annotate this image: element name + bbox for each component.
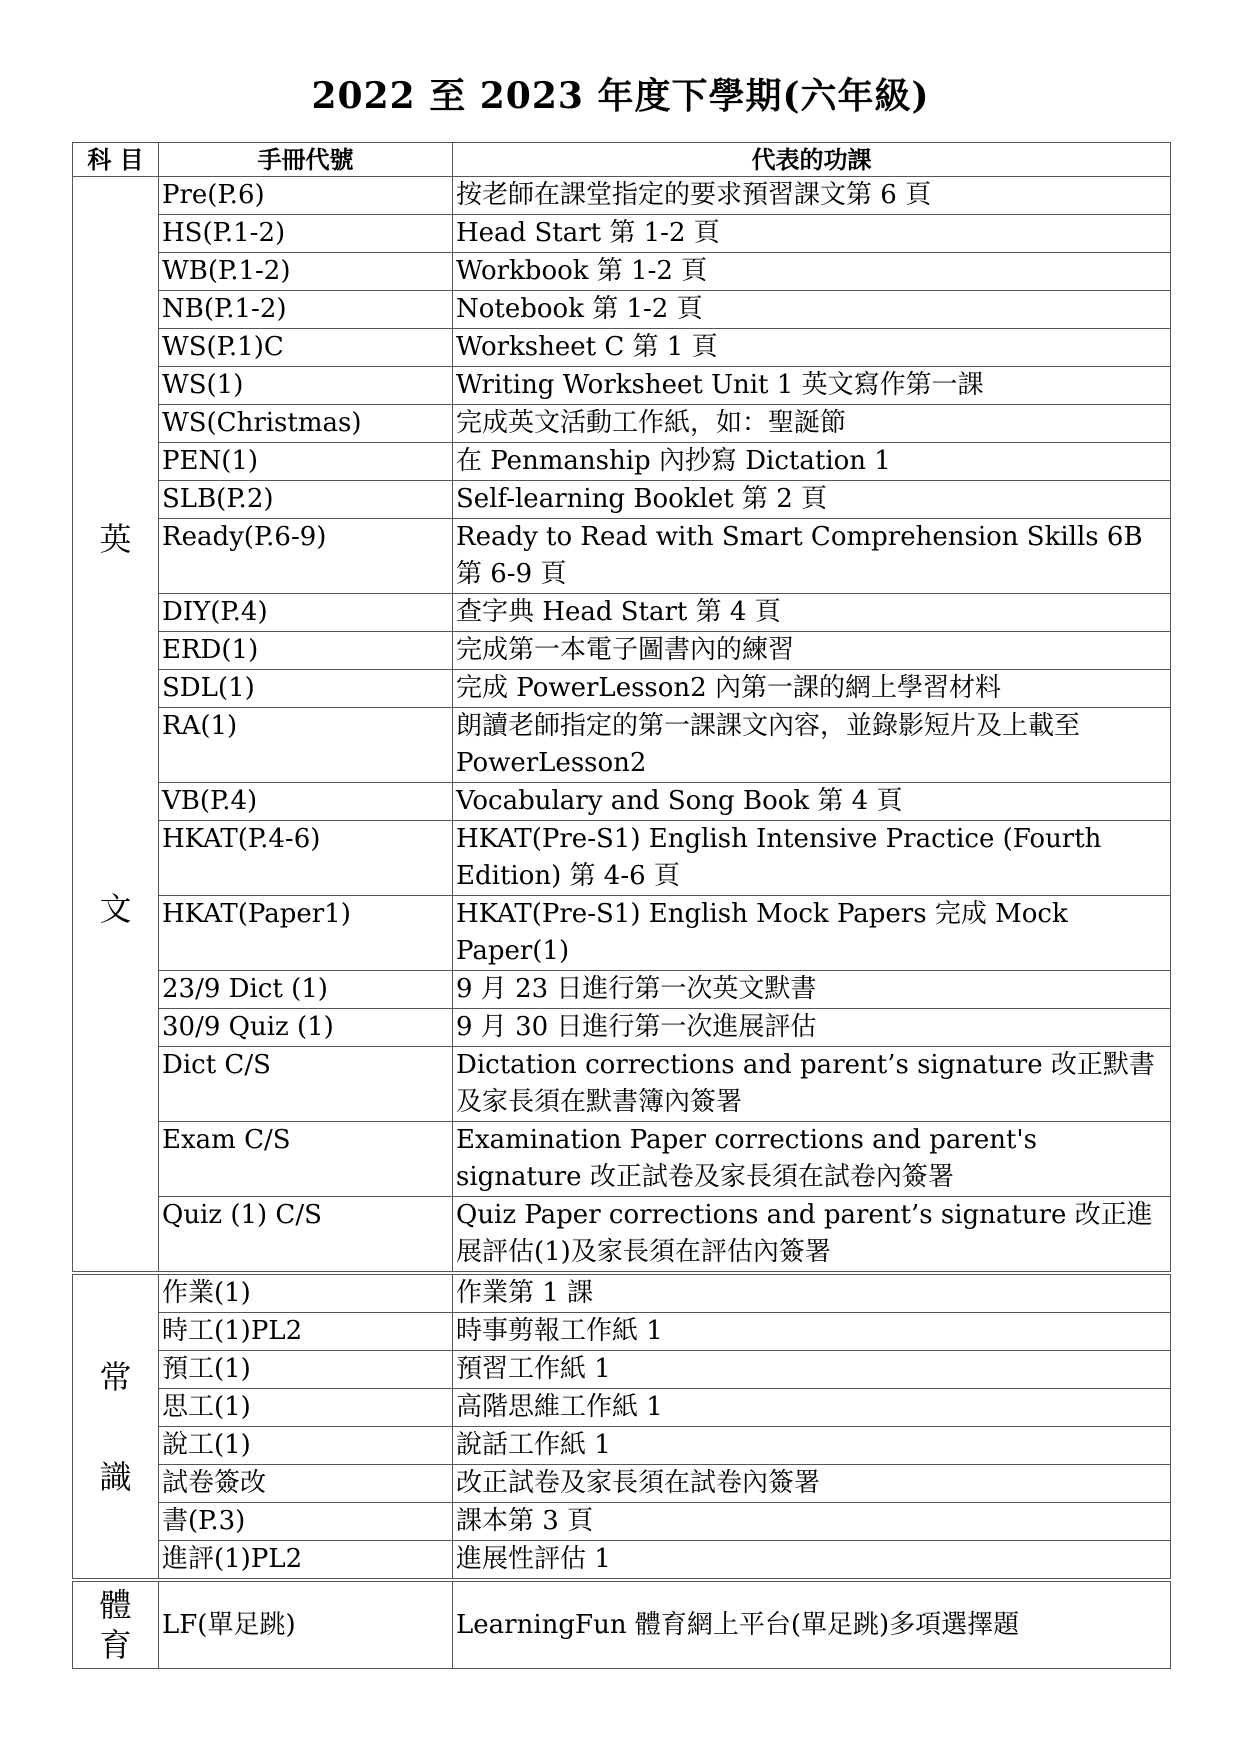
- homework-cell: Examination Paper corrections and parent's signature 改正試卷及家長須在試卷內簽署: [453, 1122, 1171, 1197]
- homework-cell: 作業第 1 課: [453, 1273, 1171, 1313]
- table-row: [73, 481, 1171, 519]
- code-cell: 作業(1): [159, 1273, 453, 1313]
- code-cell: Dict C/S: [159, 1047, 453, 1122]
- homework-cell: Workbook 第 1-2 頁: [453, 253, 1171, 291]
- code-cell: 進評(1)PL2: [159, 1541, 453, 1581]
- homework-cell: 9 月 23 日進行第一次英文默書: [453, 971, 1171, 1009]
- homework-cell: HKAT(Pre-S1) English Mock Papers 完成 Mock Paper(1): [453, 896, 1171, 971]
- homework-cell: 課本第 3 頁: [453, 1503, 1171, 1541]
- homework-cell: Self-learning Booklet 第 2 頁: [453, 481, 1171, 519]
- code-cell: VB(P.4): [159, 783, 453, 821]
- table-row: [73, 1427, 1171, 1465]
- table-row: [73, 367, 1171, 405]
- table-row: [73, 253, 1171, 291]
- code-cell: Exam C/S: [159, 1122, 453, 1197]
- table-row: [73, 443, 1171, 481]
- code-cell: 時工(1)PL2: [159, 1313, 453, 1351]
- homework-cell: Ready to Read with Smart Comprehension Skills 6B 第 6-9 頁: [453, 519, 1171, 594]
- homework-cell: 說話工作紙 1: [453, 1427, 1171, 1465]
- homework-cell: 高階思維工作紙 1: [453, 1389, 1171, 1427]
- header-code: 手冊代號: [159, 143, 453, 177]
- homework-cell: HKAT(Pre-S1) English Intensive Practice (Fourth Edition) 第 4-6 頁: [453, 821, 1171, 896]
- subject-english: [73, 177, 159, 1274]
- code-cell: 預工(1): [159, 1351, 453, 1389]
- table-row: [73, 329, 1171, 367]
- header-subject: 科 目: [73, 143, 159, 177]
- table-row: [73, 405, 1171, 443]
- code-cell: WS(1): [159, 367, 453, 405]
- code-cell: Quiz (1) C/S: [159, 1197, 453, 1274]
- table-row: [73, 519, 1171, 594]
- table-row: [73, 1009, 1171, 1047]
- table-row: [73, 1541, 1171, 1581]
- code-cell: 思工(1): [159, 1389, 453, 1427]
- code-cell: WS(Christmas): [159, 405, 453, 443]
- subject-char: 育: [99, 1626, 132, 1664]
- homework-table: [72, 142, 1171, 1669]
- code-cell: SDL(1): [159, 670, 453, 708]
- table-row: [73, 1197, 1171, 1274]
- homework-cell: Dictation corrections and parent’s signature 改正默書及家長須在默書簿內簽署: [453, 1047, 1171, 1122]
- subject-physical-education: [73, 1580, 159, 1669]
- homework-cell: 改正試卷及家長須在試卷內簽署: [453, 1465, 1171, 1503]
- table-row: [73, 896, 1171, 971]
- code-cell: Ready(P.6-9): [159, 519, 453, 594]
- code-cell: HS(P.1-2): [159, 215, 453, 253]
- subject-general-studies: [73, 1273, 159, 1580]
- table-row: [73, 215, 1171, 253]
- homework-cell: LearningFun 體育網上平台(單足跳)多項選擇題: [453, 1580, 1171, 1669]
- code-cell: PEN(1): [159, 443, 453, 481]
- table-row: [73, 670, 1171, 708]
- table-row: [73, 594, 1171, 632]
- table-row: [73, 1273, 1171, 1313]
- homework-cell: 朗讀老師指定的第一課課文內容，並錄影短片及上載至 PowerLesson2: [453, 708, 1171, 783]
- code-cell: LF(單足跳): [159, 1580, 453, 1669]
- header-homework: 代表的功課: [453, 143, 1171, 177]
- homework-cell: 進展性評估 1: [453, 1541, 1171, 1581]
- table-row: [73, 1389, 1171, 1427]
- homework-cell: 9 月 30 日進行第一次進展評估: [453, 1009, 1171, 1047]
- homework-cell: 按老師在課堂指定的要求預習課文第 6 頁: [453, 177, 1171, 215]
- code-cell: SLB(P.2): [159, 481, 453, 519]
- table-row: [73, 632, 1171, 670]
- table-row: [73, 1122, 1171, 1197]
- code-cell: 23/9 Dict (1): [159, 971, 453, 1009]
- code-cell: ERD(1): [159, 632, 453, 670]
- homework-cell: 預習工作紙 1: [453, 1351, 1171, 1389]
- code-cell: 試卷簽改: [159, 1465, 453, 1503]
- table-row: [73, 783, 1171, 821]
- code-cell: WS(P.1)C: [159, 329, 453, 367]
- table-row: [73, 1580, 1171, 1669]
- homework-cell: 完成第一本電子圖書內的練習: [453, 632, 1171, 670]
- homework-cell: Quiz Paper corrections and parent’s signature 改正進展評估(1)及家長須在評估內簽署: [453, 1197, 1171, 1274]
- table-row: [73, 971, 1171, 1009]
- subject-char: 識: [99, 1457, 132, 1496]
- subject-char: 體: [99, 1586, 132, 1624]
- homework-cell: 在 Penmanship 內抄寫 Dictation 1: [453, 443, 1171, 481]
- homework-cell: Vocabulary and Song Book 第 4 頁: [453, 783, 1171, 821]
- homework-cell: 查字典 Head Start 第 4 頁: [453, 594, 1171, 632]
- code-cell: NB(P.1-2): [159, 291, 453, 329]
- code-cell: RA(1): [159, 708, 453, 783]
- code-cell: DIY(P.4): [159, 594, 453, 632]
- table-row: [73, 708, 1171, 783]
- homework-cell: Writing Worksheet Unit 1 英文寫作第一課: [453, 367, 1171, 405]
- subject-char: 常: [99, 1357, 132, 1396]
- homework-cell: Head Start 第 1-2 頁: [453, 215, 1171, 253]
- homework-cell: 完成英文活動工作紙，如：聖誕節: [453, 405, 1171, 443]
- table-row: [73, 1351, 1171, 1389]
- code-cell: WB(P.1-2): [159, 253, 453, 291]
- homework-cell: Worksheet C 第 1 頁: [453, 329, 1171, 367]
- homework-cell: 完成 PowerLesson2 內第一課的網上學習材料: [453, 670, 1171, 708]
- header-row: [73, 143, 1171, 177]
- table-row: [73, 1313, 1171, 1351]
- table-row: [73, 1503, 1171, 1541]
- table-row: [73, 1465, 1171, 1503]
- code-cell: 書(P.3): [159, 1503, 453, 1541]
- table-row: [73, 177, 1171, 215]
- subject-char: 文: [99, 890, 132, 928]
- code-cell: HKAT(Paper1): [159, 896, 453, 971]
- code-cell: HKAT(P.4-6): [159, 821, 453, 896]
- subject-char: 英: [99, 520, 132, 558]
- table-row: [73, 821, 1171, 896]
- code-cell: 30/9 Quiz (1): [159, 1009, 453, 1047]
- page-title: 2022 至 2023 年度下學期(六年級): [311, 75, 930, 117]
- table-row: [73, 291, 1171, 329]
- homework-cell: Notebook 第 1-2 頁: [453, 291, 1171, 329]
- code-cell: 說工(1): [159, 1427, 453, 1465]
- table-row: [73, 1047, 1171, 1122]
- code-cell: Pre(P.6): [159, 177, 453, 215]
- homework-cell: 時事剪報工作紙 1: [453, 1313, 1171, 1351]
